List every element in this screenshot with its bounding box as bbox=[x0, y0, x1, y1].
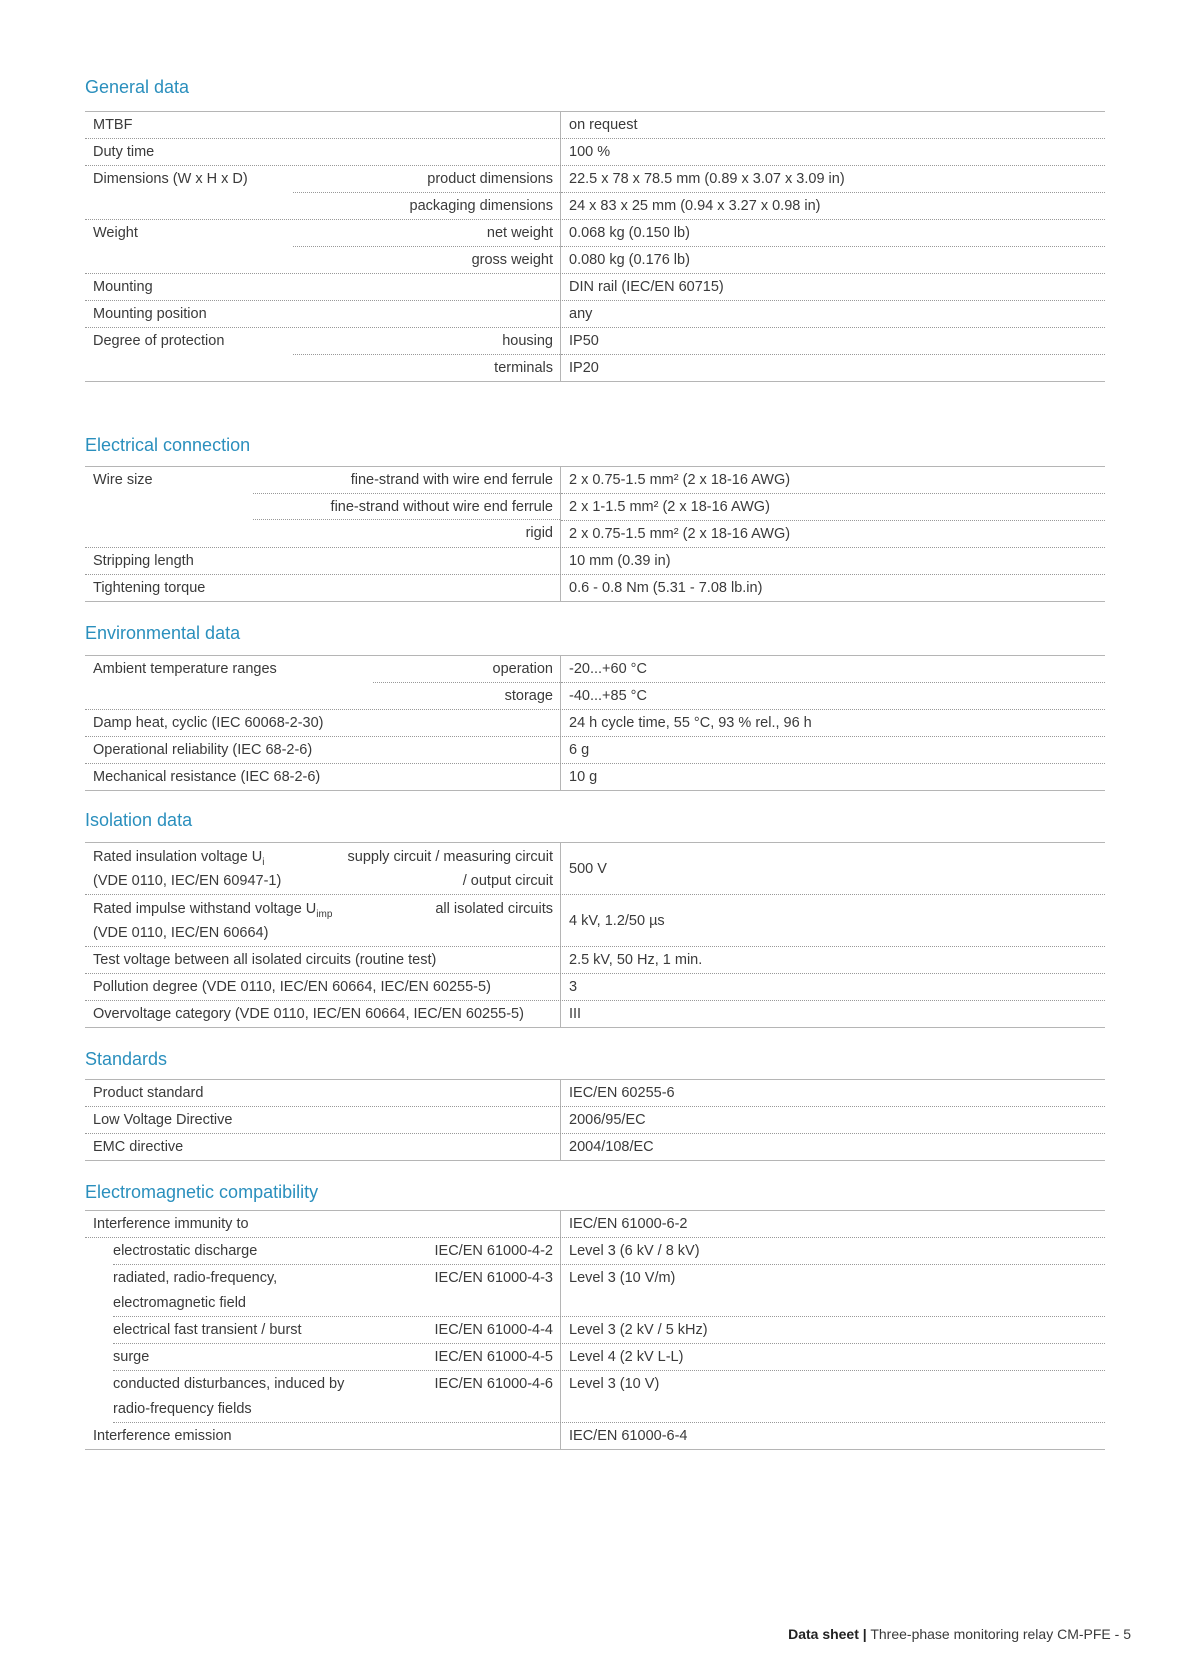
param-value: 0.068 kg (0.150 lb) bbox=[569, 225, 690, 241]
emc-table bbox=[85, 1210, 1105, 1450]
footer-doc-type: Data sheet | bbox=[788, 1626, 867, 1642]
param-sublabel: packaging dimensions bbox=[293, 192, 560, 218]
param-label: Degree of protection bbox=[93, 333, 225, 349]
table-row bbox=[85, 467, 1105, 548]
table-row bbox=[85, 947, 1105, 974]
footer-doc-title: Three-phase monitoring relay CM-PFE - 5 bbox=[866, 1626, 1131, 1642]
param-label: Mounting bbox=[93, 279, 153, 295]
table-row bbox=[85, 737, 1105, 764]
param-sublabel: rigid bbox=[253, 519, 560, 545]
param-sublabel: all isolated circuits bbox=[435, 901, 553, 917]
param-standard: IEC/EN 61000-4-5 bbox=[434, 1349, 553, 1365]
param-value: 22.5 x 78 x 78.5 mm (0.89 x 3.07 x 3.09 in) bbox=[569, 171, 845, 187]
param-label: Damp heat, cyclic (IEC 60068-2-30) bbox=[93, 715, 324, 731]
param-label: (VDE 0110, IEC/EN 60664) bbox=[93, 925, 269, 941]
param-value: Level 3 (10 V) bbox=[569, 1376, 660, 1392]
param-value: IEC/EN 61000-6-4 bbox=[569, 1428, 688, 1444]
table-row bbox=[85, 1423, 1105, 1449]
table-row bbox=[85, 112, 1105, 139]
table-row bbox=[85, 328, 1105, 381]
table-row bbox=[85, 895, 1105, 947]
param-value: DIN rail (IEC/EN 60715) bbox=[569, 279, 724, 295]
param-label: Weight bbox=[93, 225, 138, 241]
param-label: Overvoltage category (VDE 0110, IEC/EN 60664, IEC/EN 60255-5) bbox=[93, 1006, 524, 1022]
param-label: Duty time bbox=[93, 144, 155, 160]
param-standard: IEC/EN 61000-4-4 bbox=[434, 1322, 553, 1338]
param-sublabel: supply circuit / measuring circuit bbox=[347, 849, 553, 865]
table-row bbox=[85, 1001, 1105, 1027]
param-label: Rated insulation voltage $U_i$ bbox=[93, 849, 265, 868]
table-row bbox=[85, 1107, 1105, 1134]
param-sublabel: product dimensions bbox=[427, 171, 553, 187]
electrical-connection-table bbox=[85, 466, 1105, 602]
param-label: EMC directive bbox=[93, 1139, 184, 1155]
param-value: 24 h cycle time, 55 °C, 93 % rel., 96 h bbox=[569, 715, 812, 731]
isolation-data-table bbox=[85, 842, 1105, 1028]
table-row bbox=[85, 575, 1105, 601]
param-sublabel: operation bbox=[492, 661, 553, 677]
environmental-data-title: Environmental data bbox=[85, 623, 241, 643]
param-sublabel: fine-strand with wire end ferrule bbox=[350, 472, 553, 488]
param-value: 0.6 - 0.8 Nm (5.31 - 7.08 lb.in) bbox=[569, 580, 763, 596]
param-sublabel: terminals bbox=[293, 354, 560, 380]
param-label: conducted disturbances, induced by radio-frequency fields bbox=[113, 1376, 345, 1417]
table-row bbox=[85, 974, 1105, 1001]
general-data-table bbox=[85, 111, 1105, 382]
param-sublabel: housing bbox=[502, 333, 553, 349]
table-row bbox=[113, 1344, 1105, 1371]
param-value: IEC/EN 60255-6 bbox=[569, 1085, 675, 1101]
table-row bbox=[85, 166, 1105, 220]
param-label: Rated impulse withstand voltage $U_{imp}$ bbox=[93, 901, 333, 920]
param-label: surge bbox=[113, 1349, 150, 1365]
general-data-title: General data bbox=[85, 77, 190, 97]
table-row bbox=[85, 656, 1105, 710]
param-label: radiated, radio-frequency, electromagnetic field bbox=[113, 1270, 278, 1311]
param-value: 500 V bbox=[569, 860, 607, 877]
table-row bbox=[85, 1134, 1105, 1160]
param-label: Mounting position bbox=[93, 306, 207, 322]
table-row bbox=[85, 1211, 1105, 1238]
param-value: III bbox=[569, 1006, 582, 1022]
table-row bbox=[85, 710, 1105, 737]
table-row bbox=[113, 1317, 1105, 1344]
table-row bbox=[113, 1265, 1105, 1317]
param-label: electrostatic discharge bbox=[113, 1243, 258, 1259]
standards-table bbox=[85, 1079, 1105, 1161]
standards-title: Standards bbox=[85, 1049, 168, 1069]
param-value: 10 g bbox=[569, 769, 598, 785]
table-row bbox=[85, 548, 1105, 575]
table-row bbox=[85, 220, 1105, 274]
param-label: Product standard bbox=[93, 1085, 204, 1101]
isolation-data-title: Isolation data bbox=[85, 810, 193, 830]
param-value: 0.080 kg (0.176 lb) bbox=[561, 246, 1105, 273]
param-sublabel: gross weight bbox=[293, 246, 560, 272]
param-value: on request bbox=[569, 117, 638, 133]
table-row bbox=[85, 1080, 1105, 1107]
electrical-connection-title: Electrical connection bbox=[85, 435, 251, 455]
param-standard: IEC/EN 61000-4-6 bbox=[434, 1376, 553, 1392]
param-value: Level 3 (6 kV / 8 kV) bbox=[569, 1243, 700, 1259]
param-sublabel: / output circuit bbox=[462, 873, 553, 889]
param-value: IP20 bbox=[561, 354, 1105, 381]
param-value: 2 x 0.75-1.5 mm² (2 x 18-16 AWG) bbox=[569, 472, 791, 488]
param-value: 2004/108/EC bbox=[569, 1139, 654, 1155]
page-footer bbox=[788, 1626, 1131, 1642]
param-label: Operational reliability (IEC 68-2-6) bbox=[93, 742, 313, 758]
param-value: 2 x 1-1.5 mm² (2 x 18-16 AWG) bbox=[561, 493, 1105, 520]
param-label: electrical fast transient / burst bbox=[113, 1322, 302, 1338]
param-label: MTBF bbox=[93, 117, 133, 133]
param-sublabel: fine-strand without wire end ferrule bbox=[253, 493, 560, 519]
param-label: Interference immunity to bbox=[93, 1216, 249, 1232]
table-row bbox=[85, 843, 1105, 895]
param-value: -20...+60 °C bbox=[569, 661, 647, 677]
param-value: any bbox=[569, 306, 593, 322]
table-row bbox=[85, 274, 1105, 301]
param-sublabel: net weight bbox=[486, 225, 553, 241]
param-value: 3 bbox=[569, 979, 578, 995]
param-label: Stripping length bbox=[93, 553, 194, 569]
table-row bbox=[85, 139, 1105, 166]
emc-title: Electromagnetic compatibility bbox=[85, 1182, 319, 1202]
param-sublabel: storage bbox=[373, 682, 560, 708]
param-value: IEC/EN 61000-6-2 bbox=[569, 1216, 688, 1232]
environmental-data-table bbox=[85, 655, 1105, 791]
param-value: 24 x 83 x 25 mm (0.94 x 3.27 x 0.98 in) bbox=[561, 192, 1105, 219]
table-row bbox=[113, 1238, 1105, 1265]
table-row bbox=[85, 764, 1105, 790]
param-value: 6 g bbox=[569, 742, 590, 758]
param-label: (VDE 0110, IEC/EN 60947-1) bbox=[93, 873, 282, 889]
param-value: Level 3 (10 V/m) bbox=[569, 1270, 676, 1286]
param-value: 2 x 0.75-1.5 mm² (2 x 18-16 AWG) bbox=[561, 520, 1105, 547]
param-label: Interference emission bbox=[93, 1428, 232, 1444]
param-value: 10 mm (0.39 in) bbox=[569, 553, 671, 569]
param-label: Test voltage between all isolated circuits (routine test) bbox=[93, 952, 437, 968]
param-label: Tightening torque bbox=[93, 580, 206, 596]
param-label: Dimensions (W x H x D) bbox=[93, 171, 248, 187]
param-value: 2.5 kV, 50 Hz, 1 min. bbox=[569, 952, 703, 968]
param-label: Ambient temperature ranges bbox=[93, 661, 277, 677]
param-value: -40...+85 °C bbox=[561, 682, 1105, 709]
param-value: 100 % bbox=[569, 144, 611, 160]
table-row bbox=[85, 301, 1105, 328]
param-value: Level 4 (2 kV L-L) bbox=[569, 1349, 684, 1365]
param-label: Low Voltage Directive bbox=[93, 1112, 233, 1128]
table-row bbox=[113, 1371, 1105, 1423]
param-value: IP50 bbox=[569, 333, 599, 349]
param-value: 4 kV, 1.2/50 µs bbox=[569, 912, 665, 929]
param-value: 2006/95/EC bbox=[569, 1112, 646, 1128]
param-standard: IEC/EN 61000-4-3 bbox=[434, 1270, 553, 1286]
param-standard: IEC/EN 61000-4-2 bbox=[434, 1243, 553, 1259]
param-label: Pollution degree (VDE 0110, IEC/EN 60664, IEC/EN 60255-5) bbox=[93, 979, 491, 995]
param-label: Mechanical resistance (IEC 68-2-6) bbox=[93, 769, 321, 785]
param-value: Level 3 (2 kV / 5 kHz) bbox=[569, 1322, 708, 1338]
param-label: Wire size bbox=[93, 472, 153, 488]
